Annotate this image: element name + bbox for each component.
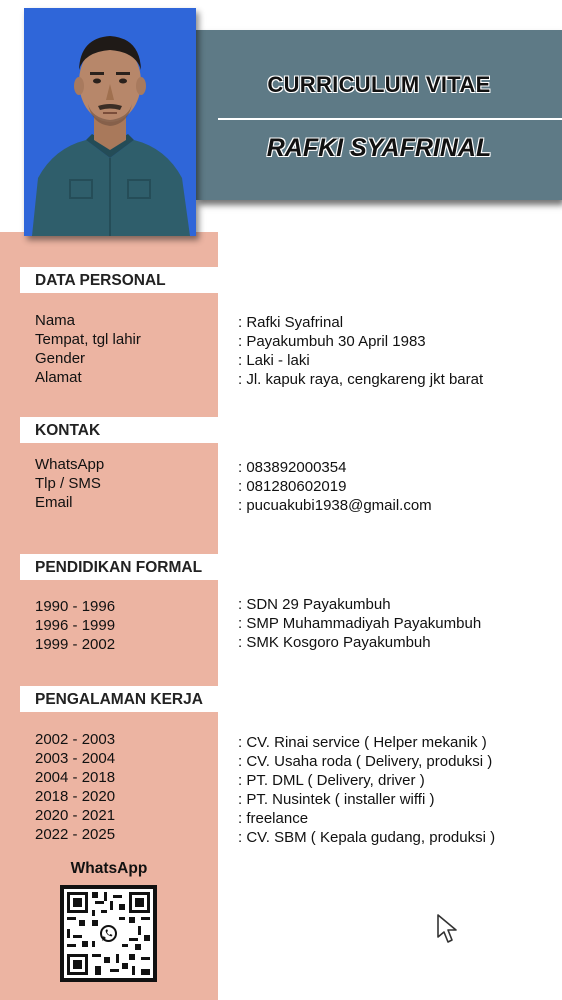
section-heading-personal: DATA PERSONAL (20, 267, 218, 293)
label-edu-3: 1999 - 2002 (35, 636, 116, 653)
label-whatsapp: WhatsApp (35, 456, 105, 473)
value-gender: : Laki - laki (238, 352, 310, 369)
qr-code-icon (64, 889, 153, 978)
label-exp-3: 2004 - 2018 (35, 769, 116, 786)
label-nama: Nama (35, 312, 76, 329)
value-edu-1: : SDN 29 Payakumbuh (238, 596, 391, 613)
cv-title: CURRICULUM VITAE (267, 72, 491, 97)
label-alamat: Alamat (35, 369, 82, 386)
profile-photo (24, 8, 196, 236)
value-exp-5: : freelance (238, 810, 309, 827)
value-edu-2: : SMP Muhammadiyah Payakumbuh (238, 615, 482, 632)
label-exp-6: 2022 - 2025 (35, 826, 116, 843)
value-exp-4: : PT. Nusintek ( installer wiffi ) (238, 791, 435, 808)
header-divider (218, 118, 562, 120)
header-band (196, 30, 562, 200)
label-exp-5: 2020 - 2021 (35, 807, 116, 824)
value-tempat-tgl-lahir: : Payakumbuh 30 April 1983 (238, 333, 426, 350)
value-exp-3: : PT. DML ( Delivery, driver ) (238, 772, 425, 789)
value-exp-6: : CV. SBM ( Kepala gudang, produksi ) (238, 829, 496, 846)
value-email: : pucuakubi1938@gmail.com (238, 497, 432, 514)
section-heading-experience: PENGALAMAN KERJA (20, 686, 218, 712)
label-edu-2: 1996 - 1999 (35, 617, 116, 634)
section-heading-contact: KONTAK (20, 417, 218, 443)
label-tempat-tgl-lahir: Tempat, tgl lahir (35, 331, 141, 348)
value-exp-1: : CV. Rinai service ( Helper mekanik ) (238, 734, 487, 751)
label-email: Email (35, 494, 73, 511)
label-exp-1: 2002 - 2003 (35, 731, 116, 748)
qr-label: WhatsApp (70, 860, 148, 877)
label-gender: Gender (35, 350, 86, 367)
label-exp-2: 2003 - 2004 (35, 750, 116, 767)
mouse-cursor-icon (436, 913, 462, 945)
value-alamat: : Jl. kapuk raya, cengkareng jkt barat (238, 371, 484, 388)
value-edu-3: : SMK Kosgoro Payakumbuh (238, 634, 431, 651)
value-nama: : Rafki Syafrinal (238, 314, 344, 331)
label-edu-1: 1990 - 1996 (35, 598, 116, 615)
label-exp-4: 2018 - 2020 (35, 788, 116, 805)
cv-name: RAFKI SYAFRINAL (266, 134, 492, 162)
person-portrait-icon (24, 8, 196, 236)
value-tlp-sms: : 081280602019 (238, 478, 347, 495)
label-tlp-sms: Tlp / SMS (35, 475, 101, 492)
section-heading-education: PENDIDIKAN FORMAL (20, 554, 218, 580)
value-whatsapp: : 083892000354 (238, 459, 347, 476)
value-exp-2: : CV. Usaha roda ( Delivery, produksi ) (238, 753, 493, 770)
whatsapp-qr-code[interactable] (60, 885, 157, 982)
